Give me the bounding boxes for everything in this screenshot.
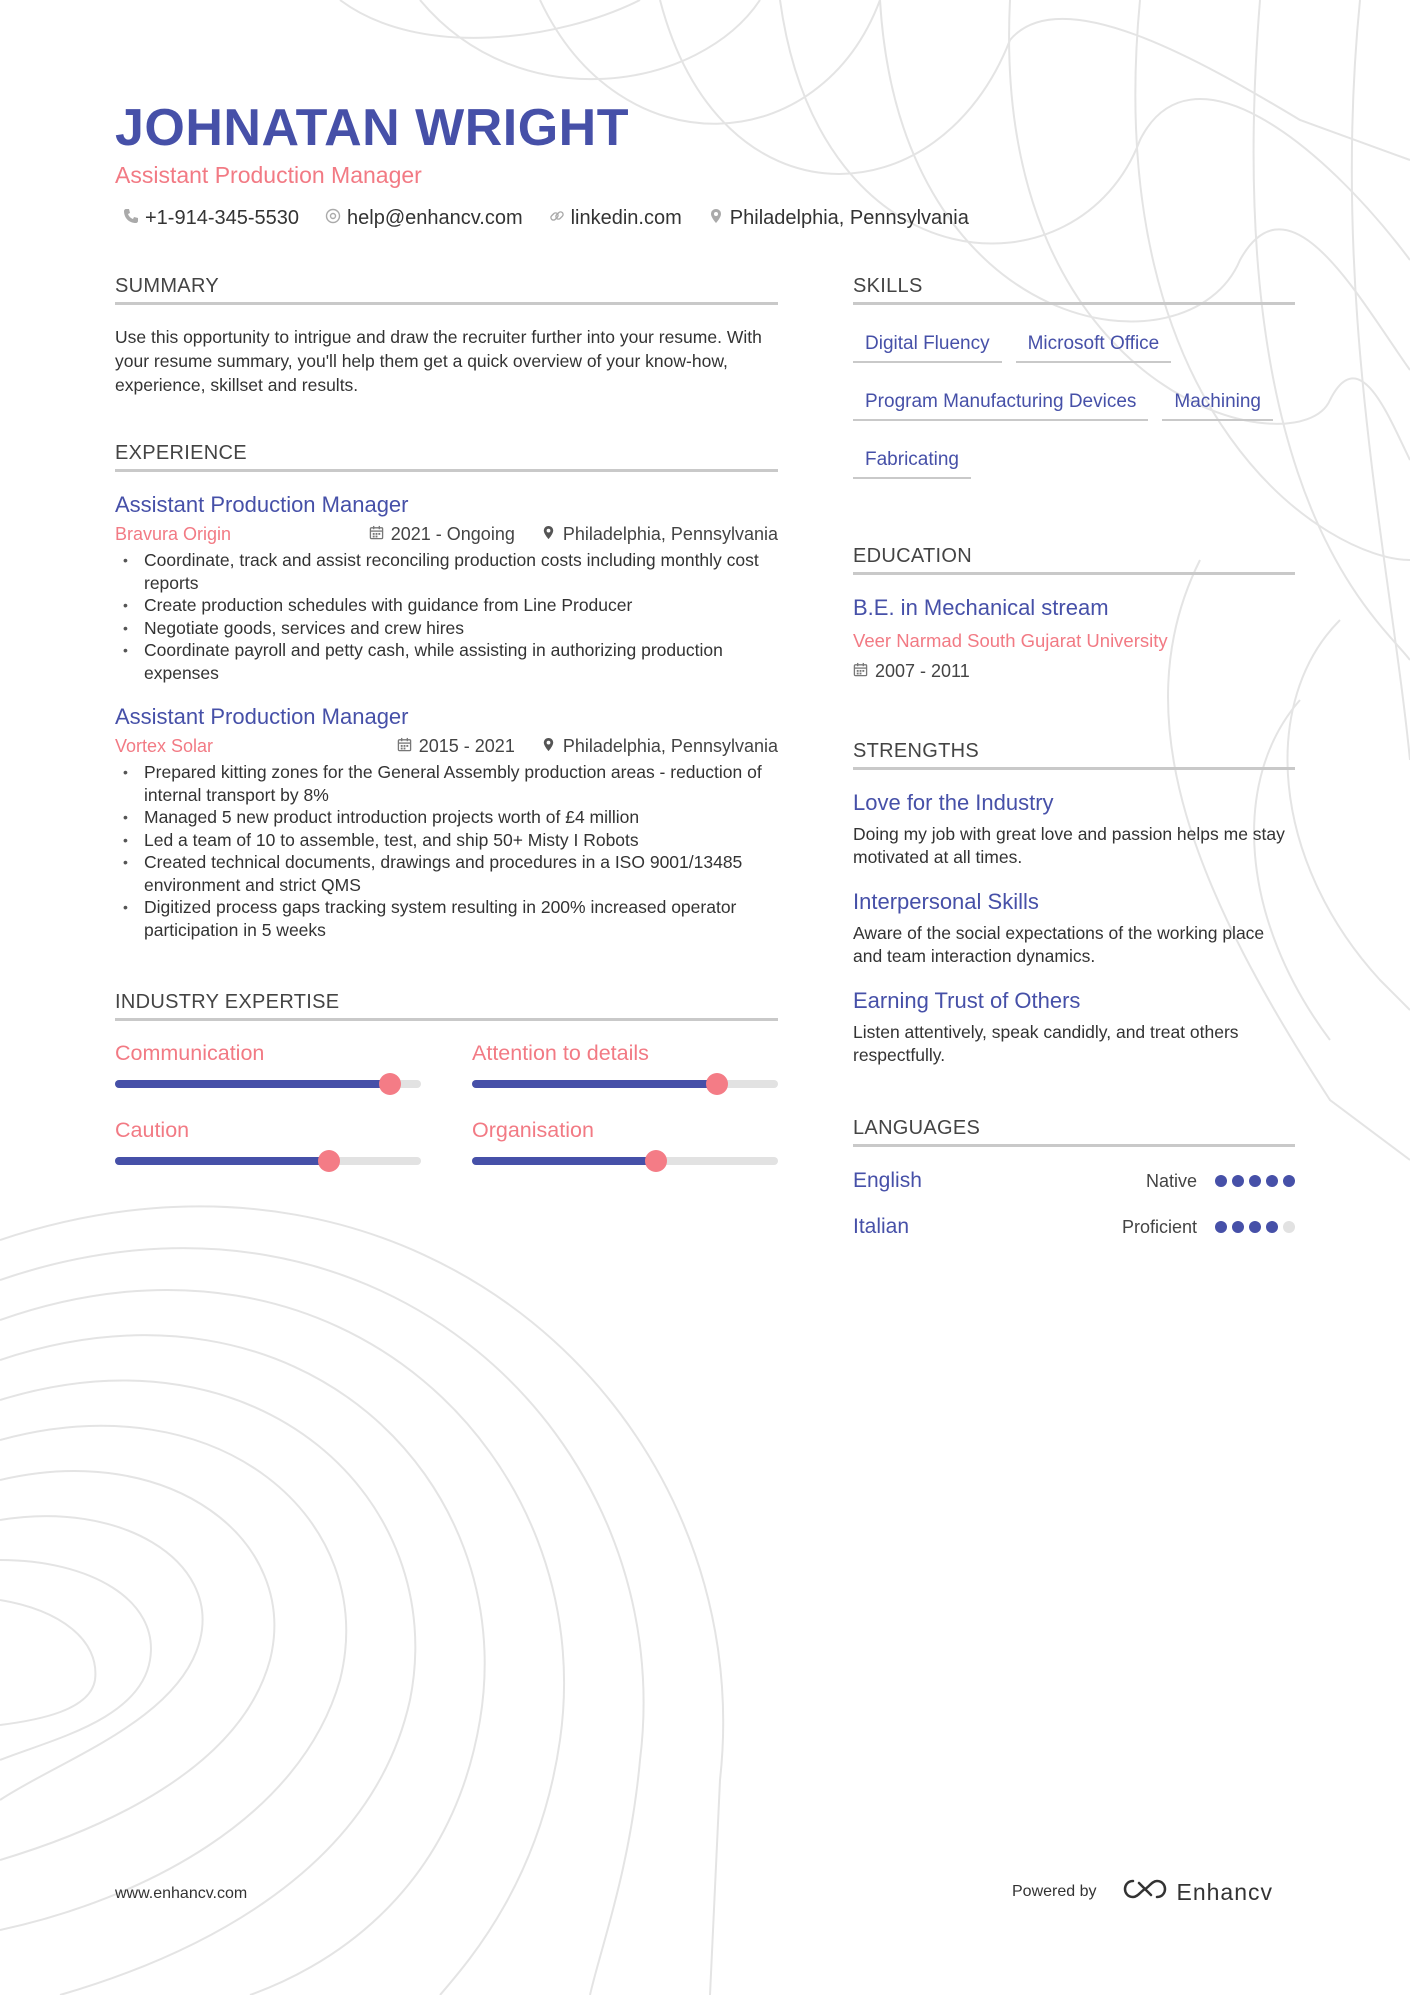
experience-dates-text: 2015 - 2021 <box>418 736 515 756</box>
expertise-bar-knob <box>318 1150 340 1172</box>
expertise-item <box>472 1041 778 1088</box>
expertise-grid <box>115 1041 778 1165</box>
education-section <box>853 545 1295 682</box>
expertise-bar <box>472 1080 778 1088</box>
experience-meta <box>115 736 778 757</box>
experience-company: Bravura Origin <box>115 524 232 544</box>
experience-bullets <box>115 549 778 684</box>
right-column <box>853 275 1295 1239</box>
contact-location-text: Philadelphia, Pennsylvania <box>729 207 969 229</box>
list-item: • Coordinate payroll and petty cash, while assisting in authorizing production expenses <box>115 639 778 684</box>
education-dates <box>853 661 1295 682</box>
list-item: • Created technical documents, drawings and procedures in a ISO 9001/13485 environment and strict QMS <box>115 851 778 896</box>
enhancv-logo-text: Enhancv <box>1176 1878 1274 1905</box>
section-title-education: EDUCATION <box>853 545 1295 575</box>
strength-title: Earning Trust of Others <box>853 988 1081 1013</box>
experience-dates-text: 2021 - Ongoing <box>390 524 515 544</box>
expertise-name: Attention to details <box>472 1041 649 1065</box>
strength-title: Interpersonal Skills <box>853 889 1039 914</box>
enhancv-logo[interactable] <box>1123 1877 1274 1907</box>
expertise-bar-fill <box>115 1080 390 1088</box>
experience-location <box>541 524 778 545</box>
strength-desc: Doing my job with great love and passion helps me stay motivated at all times. <box>853 824 1285 867</box>
section-title-skills: SKILLS <box>853 275 1295 305</box>
list-item: • Prepared kitting zones for the General Assembly production areas - reduction of internal transport by 8% <box>115 761 778 806</box>
contact-linkedin[interactable] <box>549 207 682 230</box>
language-dot-filled <box>1249 1175 1261 1187</box>
language-dot-filled <box>1266 1175 1278 1187</box>
language-dots <box>1215 1221 1295 1233</box>
skills-section <box>853 275 1295 495</box>
skill-tag: Fabricating <box>853 437 971 479</box>
language-row <box>853 1169 1295 1193</box>
experience-item <box>115 704 778 941</box>
language-name: Italian <box>853 1215 910 1238</box>
expertise-bar-knob <box>706 1073 728 1095</box>
experience-bullets <box>115 761 778 941</box>
expertise-bar-fill <box>115 1157 329 1165</box>
language-dot-filled <box>1215 1175 1227 1187</box>
language-dot-filled <box>1283 1175 1295 1187</box>
skill-tag: Microsoft Office <box>1016 321 1172 363</box>
expertise-bar-knob <box>379 1073 401 1095</box>
expertise-name: Communication <box>115 1041 265 1065</box>
list-item: • Negotiate goods, services and crew hires <box>115 617 778 640</box>
strength-desc: Listen attentively, speak candidly, and treat others respectfully. <box>853 1022 1239 1065</box>
language-dot-filled <box>1249 1221 1261 1233</box>
expertise-bar <box>115 1157 421 1165</box>
experience-position: Assistant Production Manager <box>115 492 409 517</box>
contact-phone-text: +1-914-345-5530 <box>145 207 300 229</box>
language-level: Native <box>1145 1170 1197 1191</box>
language-dot-empty <box>1283 1221 1295 1233</box>
section-title-strengths: STRENGTHS <box>853 740 1295 770</box>
education-dates-text: 2007 - 2011 <box>875 661 970 681</box>
summary-section <box>115 275 778 397</box>
footer-brand <box>1012 1877 1273 1907</box>
candidate-role: Assistant Production Manager <box>115 162 422 188</box>
expertise-name: Organisation <box>472 1118 594 1142</box>
language-name: English <box>853 1169 922 1192</box>
link-icon <box>549 207 565 230</box>
experience-location-text: Philadelphia, Pennsylvania <box>562 524 778 544</box>
location-icon <box>708 207 724 230</box>
experience-meta <box>115 524 778 545</box>
expertise-bar-fill <box>472 1080 717 1088</box>
language-dots <box>1215 1175 1295 1187</box>
language-right <box>1122 1217 1295 1238</box>
location-icon <box>541 524 556 545</box>
expertise-bar <box>472 1157 778 1165</box>
education-degree: B.E. in Mechanical stream <box>853 595 1109 620</box>
experience-meta-right <box>397 736 778 757</box>
strength-item <box>853 988 1295 1067</box>
language-dot-filled <box>1215 1221 1227 1233</box>
experience-company: Vortex Solar <box>115 736 214 756</box>
summary-text: Use this opportunity to intrigue and draw the recruiter further into your resume. With your resume summary, you'll help them get a quick overview of your know-how, experience, skillset and results. <box>115 327 762 395</box>
powered-by-label: Powered by <box>1012 1883 1097 1900</box>
contact-linkedin-text: linkedin.com <box>570 207 682 229</box>
skill-tag: Machining <box>1162 379 1273 421</box>
experience-location <box>541 736 778 757</box>
expertise-bar <box>115 1080 421 1088</box>
language-dot-filled <box>1232 1221 1244 1233</box>
list-item: • Create production schedules with guidance from Line Producer <box>115 594 778 617</box>
experience-position: Assistant Production Manager <box>115 704 409 729</box>
expertise-item <box>115 1041 421 1088</box>
expertise-name: Caution <box>115 1118 190 1142</box>
experience-dates <box>397 736 515 757</box>
location-icon <box>541 736 556 757</box>
calendar-icon <box>397 736 412 757</box>
strength-item <box>853 790 1295 869</box>
experience-section <box>115 442 778 941</box>
expertise-item <box>115 1118 421 1165</box>
list-item: • Coordinate, track and assist reconciling production costs including monthly cost reports <box>115 549 778 594</box>
experience-dates <box>369 524 515 545</box>
experience-item <box>115 492 778 684</box>
expertise-section <box>115 991 778 1165</box>
calendar-icon <box>853 661 868 682</box>
language-dot-filled <box>1266 1221 1278 1233</box>
calendar-icon <box>369 524 384 545</box>
languages-section <box>853 1117 1295 1239</box>
experience-location-text: Philadelphia, Pennsylvania <box>562 736 778 756</box>
enhancv-logo-icon <box>1123 1877 1167 1907</box>
strength-item <box>853 889 1295 968</box>
contact-bar <box>123 207 969 230</box>
contact-email-text: help@enhancv.com <box>347 207 523 229</box>
skills-tags <box>853 321 1273 495</box>
language-dot-filled <box>1232 1175 1244 1187</box>
section-title-expertise: INDUSTRY EXPERTISE <box>115 991 778 1021</box>
section-title-languages: LANGUAGES <box>853 1117 1295 1147</box>
list-item: • Led a team of 10 to assemble, test, and ship 50+ Misty I Robots <box>115 829 778 852</box>
skill-tag: Program Manufacturing Devices <box>853 379 1148 421</box>
contact-location <box>708 207 969 230</box>
at-icon <box>325 207 341 230</box>
section-title-summary: SUMMARY <box>115 275 778 305</box>
candidate-name: JOHNATAN WRIGHT <box>115 99 629 157</box>
expertise-bar-fill <box>472 1157 656 1165</box>
contact-phone[interactable] <box>123 207 299 230</box>
contact-email[interactable] <box>325 207 523 230</box>
phone-icon <box>123 207 139 230</box>
skill-tag: Digital Fluency <box>853 321 1002 363</box>
list-item: • Digitized process gaps tracking system resulting in 200% increased operator participation in 5 weeks <box>115 896 778 941</box>
section-title-experience: EXPERIENCE <box>115 442 778 472</box>
expertise-bar-knob <box>645 1150 667 1172</box>
list-item: • Managed 5 new product introduction projects worth of £4 million <box>115 806 778 829</box>
strengths-section <box>853 740 1295 1067</box>
strength-title: Love for the Industry <box>853 790 1054 815</box>
experience-meta-right <box>369 524 778 545</box>
language-row <box>853 1215 1295 1239</box>
left-column <box>115 275 778 1165</box>
strength-desc: Aware of the social expectations of the working place and team interaction dynamics. <box>853 923 1265 966</box>
education-school: Veer Narmad South Gujarat University <box>853 630 1168 651</box>
language-right <box>1146 1171 1295 1192</box>
language-level: Proficient <box>1121 1216 1197 1237</box>
footer-url[interactable]: www.enhancv.com <box>115 1885 248 1902</box>
expertise-item <box>472 1118 778 1165</box>
